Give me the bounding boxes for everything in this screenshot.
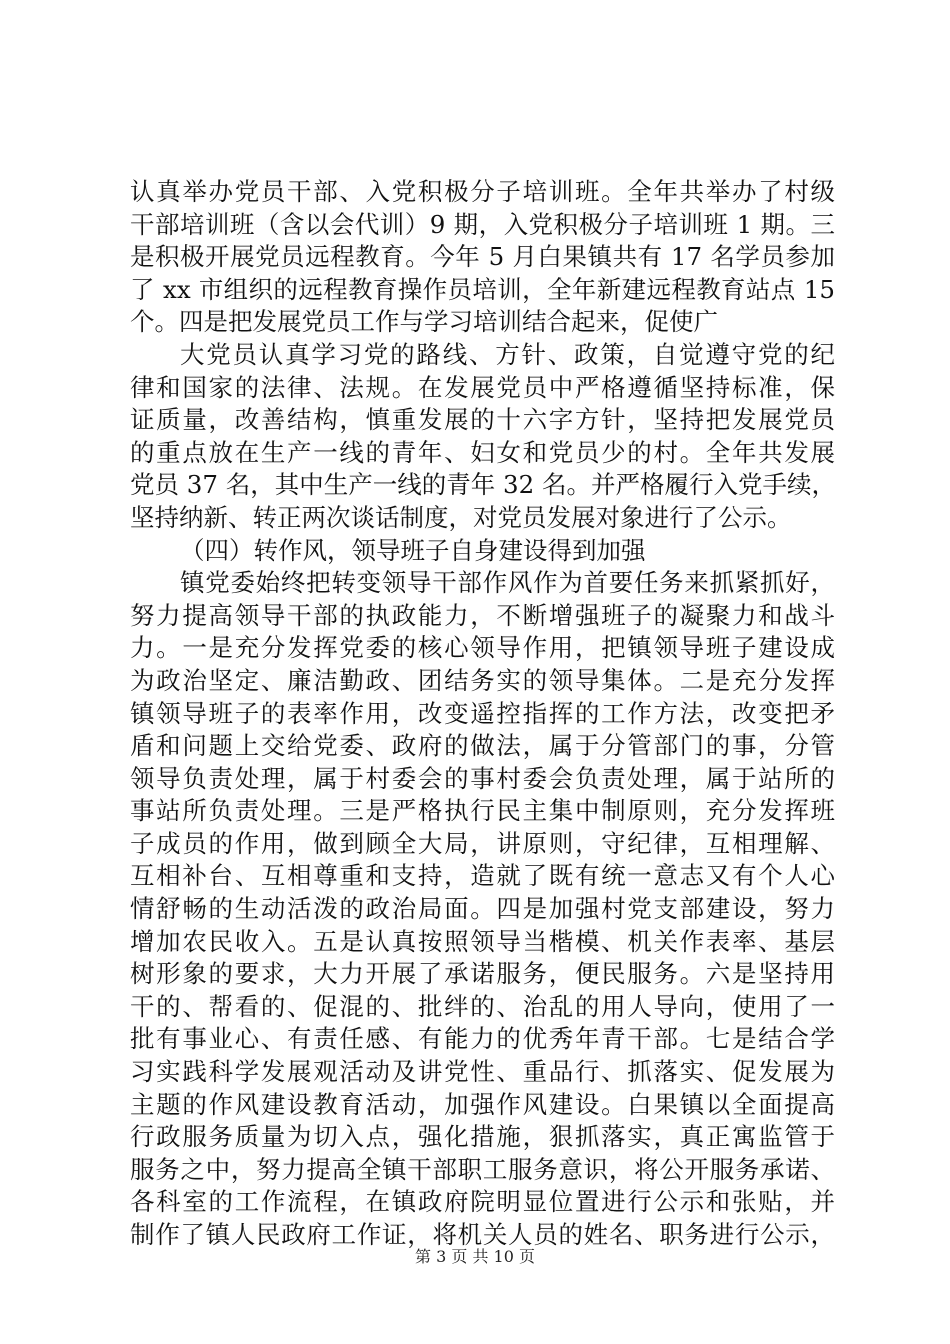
text-line: 互相补台、互相尊重和支持，造就了既有统一意志又有个人心 (130, 861, 835, 891)
text-line: 律和国家的法律、法规。在发展党员中严格遵循坚持标准，保 (130, 372, 835, 402)
text-line: 树形象的要求，大力开展了承诺服务，便民服务。六是坚持用 (130, 959, 835, 989)
text-line: 习实践科学发展观活动及讲党性、重品行、抓落实、促发展为 (130, 1057, 835, 1087)
section-heading: （四）转作风，领导班子自身建设得到加强 (180, 535, 646, 565)
text-line: 党员 37 名，其中生产一线的青年 32 名。并严格履行入党手续， (130, 470, 836, 500)
text-line: 干的、帮看的、促混的、批绊的、治乱的用人导向，使用了一 (130, 991, 835, 1021)
text-line: 镇领导班子的表率作用，改变遥控指挥的工作方法，改变把矛 (130, 698, 835, 728)
paragraph-start-line: 镇党委始终把转变领导干部作风作为首要任务来抓紧抓好， (180, 568, 835, 598)
text-line: 坚持纳新、转正两次谈话制度，对党员发展对象进行了公示。 (130, 502, 792, 532)
text-line: 事站所负责处理。三是严格执行民主集中制原则，充分发挥班 (130, 796, 835, 826)
text-line: 是积极开展党员远程教育。今年 5 月白果镇共有 17 名学员参加 (130, 242, 835, 272)
text-line: 努力提高领导干部的执政能力，不断增强班子的凝聚力和战斗 (130, 600, 835, 630)
text-line: 领导负责处理，属于村委会的事村委会负责处理，属于站所的 (130, 763, 835, 793)
text-line: 为政治坚定、廉洁勤政、团结务实的领导集体。二是充分发挥 (130, 665, 835, 695)
text-line: 主题的作风建设教育活动，加强作风建设。白果镇以全面提高 (130, 1089, 835, 1119)
text-line: 子成员的作用，做到顾全大局，讲原则，守纪律，互相理解、 (130, 828, 835, 858)
text-line: 了 xx 市组织的远程教育操作员培训，全年新建远程教育站点 15 (130, 274, 835, 304)
document-body (130, 176, 835, 1252)
text-line: 证质量，改善结构，慎重发展的十六字方针，坚持把发展党员 (130, 405, 835, 435)
page-number-footer: 第 3 页 共 10 页 (415, 1247, 535, 1266)
text-line: 个。四是把发展党员工作与学习培训结合起来，促使广 (130, 307, 718, 337)
text-line: 情舒畅的生动活泼的政治局面。四是加强村党支部建设，努力 (130, 894, 835, 924)
text-line: 盾和问题上交给党委、政府的做法，属于分管部门的事，分管 (130, 731, 835, 761)
text-line: 服务之中，努力提高全镇干部职工服务意识，将公开服务承诺、 (130, 1154, 835, 1184)
text-line: 行政服务质量为切入点，强化措施，狠抓落实，真正寓监管于 (130, 1122, 835, 1152)
text-line: 制作了镇人民政府工作证，将机关人员的姓名、职务进行公示， (130, 1220, 835, 1249)
text-line: 干部培训班（含以会代训）9 期，入党积极分子培训班 1 期。三 (130, 209, 835, 239)
text-line: 认真举办党员干部、入党积极分子培训班。全年共举办了村级 (130, 177, 835, 206)
text-line: 各科室的工作流程，在镇政府院明显位置进行公示和张贴，并 (130, 1187, 835, 1217)
text-line: 批有事业心、有责任感、有能力的优秀年青干部。七是结合学 (130, 1024, 835, 1054)
text-line: 力。一是充分发挥党委的核心领导作用，把镇领导班子建设成 (130, 633, 835, 663)
paragraph-start-line: 大党员认真学习党的路线、方针、政策，自觉遵守党的纪 (180, 339, 835, 369)
text-line: 的重点放在生产一线的青年、妇女和党员少的村。全年共发展 (130, 437, 835, 467)
text-line: 增加农民收入。五是认真按照领导当楷模、机关作表率、基层 (130, 926, 835, 956)
